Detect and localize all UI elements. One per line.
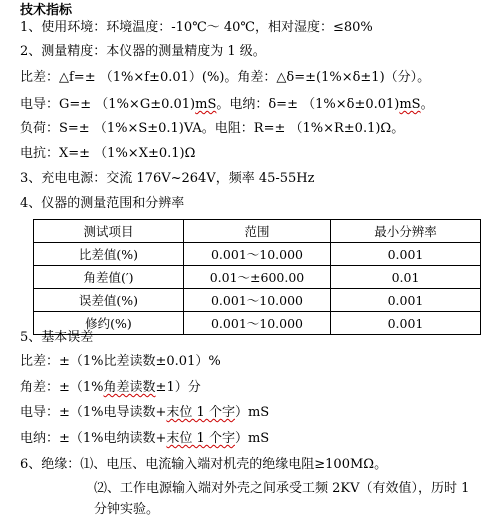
error-susc-suffix: ）mS	[234, 431, 270, 446]
line-insulation-1: 6、绝缘：⑴、电压、电流输入端对机壳的绝缘电阻≥100MΩ。	[20, 457, 388, 472]
error-angle-prefix: 角差：±（1%	[20, 380, 104, 395]
table-cell: 0.01	[331, 266, 481, 289]
doc-title: 技术指标	[20, 3, 73, 18]
line-error-ratio: 比差：±（1%比差读数±0.01）%	[20, 354, 221, 369]
conductance-text: 电导：G=± （1%×G±0.01)	[20, 97, 196, 112]
table-row	[34, 312, 481, 335]
conductance-end: 。	[420, 97, 434, 112]
range-table	[33, 219, 481, 335]
table-cell: 0.001～10.000	[184, 243, 331, 266]
table-cell: 误差值(%)	[34, 289, 184, 312]
table-header-cell: 最小分辨率	[331, 220, 481, 243]
susceptance-text: 。电纳：δ=± （1%×δ±0.01)	[216, 97, 400, 112]
line-insulation-2: ⑵、工作电源输入端对外壳之间承受工频 2KV（有效值），历时 1	[94, 481, 470, 496]
line-ratio-angle: 比差：△f=± （1%×f±0.01）(%)。角差：△δ=±(1%×δ±1)（分）。	[20, 70, 431, 85]
table-header-row	[34, 220, 481, 243]
table-cell: 0.001	[331, 243, 481, 266]
line-insulation-3: 分钟实验。	[94, 502, 160, 517]
error-cond-digit: 末位 1 个字	[166, 405, 235, 420]
error-angle-reading: 角差读数	[103, 380, 156, 395]
table-header-cell: 测试项目	[34, 220, 184, 243]
error-susc-digit: 末位 1 个字	[166, 431, 235, 446]
error-cond-prefix: 电导：±（1%电导读数+	[20, 405, 167, 420]
table-cell: 0.001～10.000	[184, 289, 331, 312]
line-error-susceptance	[20, 431, 269, 447]
line-precision: 2、测量精度：本仪器的测量精度为 1 级。	[20, 44, 266, 59]
line-environment: 1、使用环境：环境温度：-10℃～ 40℃，相对湿度：≤80%	[20, 20, 373, 35]
line-range-title: 4、仪器的测量范围和分辨率	[20, 196, 185, 211]
table-row	[34, 243, 481, 266]
conductance-unit: mS	[195, 97, 217, 112]
line-error-angle	[20, 380, 201, 396]
table-cell: 0.001	[331, 312, 481, 335]
table-row	[34, 266, 481, 289]
table-header-cell: 范围	[184, 220, 331, 243]
susceptance-unit: mS	[399, 97, 421, 112]
error-susc-prefix: 电纳：±（1%电纳读数+	[20, 431, 167, 446]
table-cell: 0.001～10.000	[184, 312, 331, 335]
line-power: 3、充电电源：交流 176V~264V，频率 45-55Hz	[20, 171, 315, 186]
table-cell: 角差值(′)	[34, 266, 184, 289]
line-load-resistance: 负荷：S=± （1%×S±0.1)VA。电阻：R=± （1%×R±0.1)Ω。	[20, 121, 405, 136]
table-cell: 修约(%)	[34, 312, 184, 335]
table-cell: 0.01～±600.00	[184, 266, 331, 289]
error-cond-suffix: ）mS	[234, 405, 270, 420]
line-conductance	[20, 97, 434, 113]
table-cell: 0.001	[331, 289, 481, 312]
line-error-title: 5、基本误差	[20, 330, 94, 345]
line-error-conductance	[20, 405, 269, 421]
table-cell: 比差值(%)	[34, 243, 184, 266]
line-reactance: 电抗：X=± （1%×X±0.1)Ω	[20, 146, 196, 161]
error-angle-suffix: ±1）分	[155, 380, 201, 395]
table-row	[34, 289, 481, 312]
